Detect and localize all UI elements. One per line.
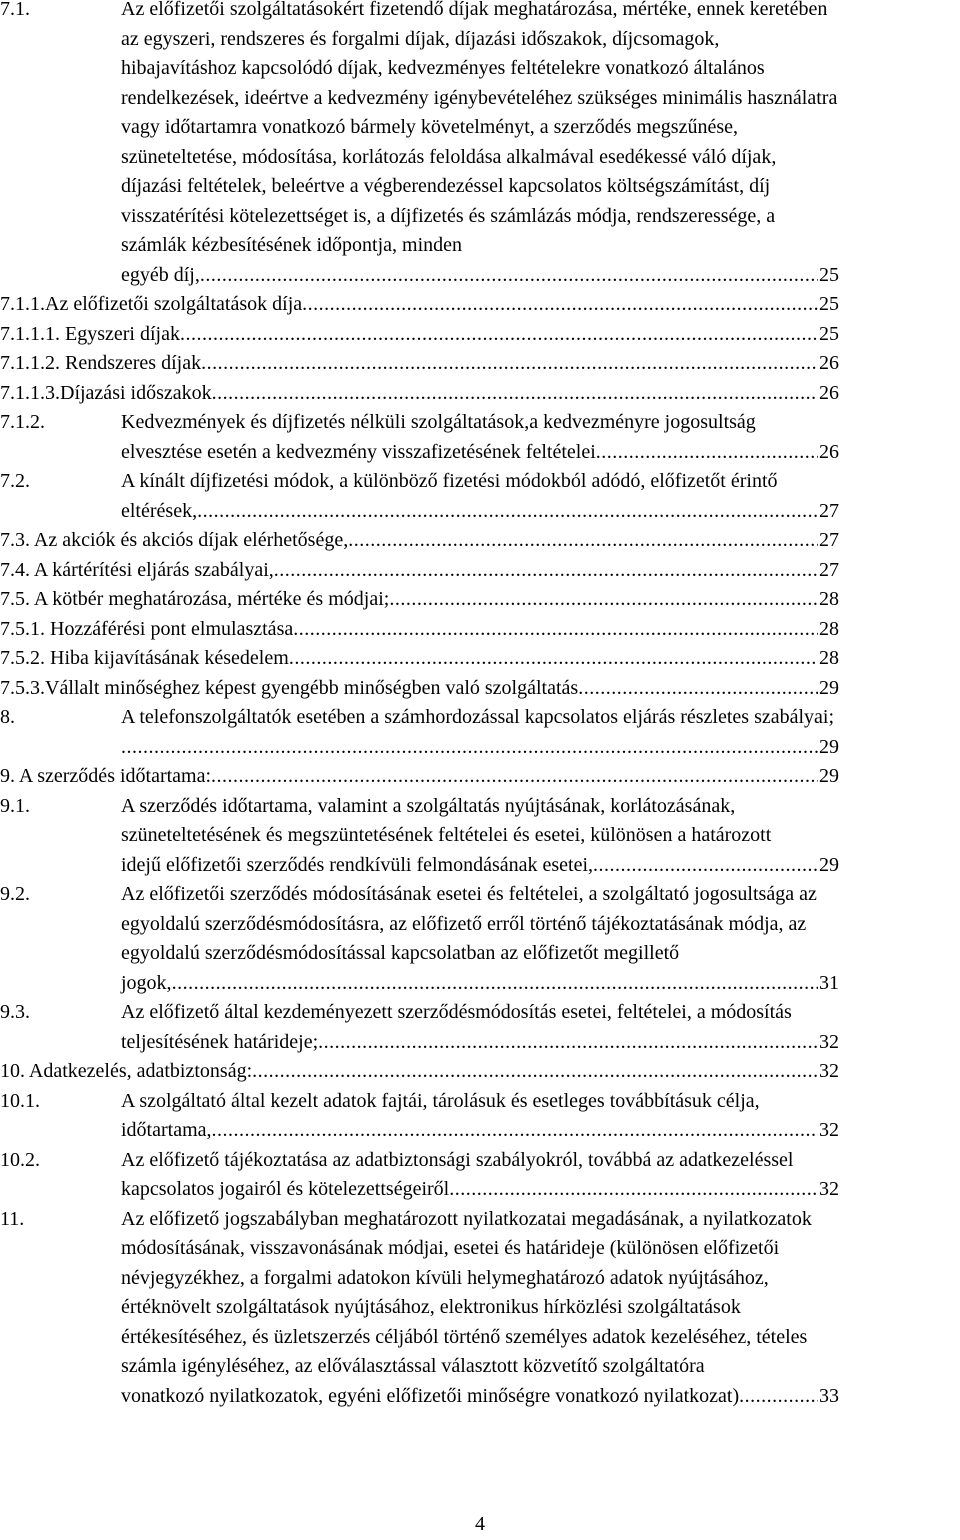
- dot-leader: [318, 1028, 818, 1058]
- toc-entry-title: Az előfizető tájékoztatása az adatbiztonsági szabályokról, továbbá az adatkezeléssel: [121, 1148, 794, 1171]
- toc-entry-title-end: eltérések,: [121, 499, 198, 522]
- toc-entry-title: 7.3. Az akciók és akciós díjak elérhetősége,: [0, 529, 349, 551]
- dot-leader: [172, 969, 818, 999]
- dot-leader: [197, 497, 818, 527]
- toc-entry[interactable]: [0, 1057, 960, 1087]
- toc-entry-title: 7.1.1.2. Rendszeres díjak: [0, 352, 202, 374]
- toc-entry[interactable]: [0, 290, 960, 320]
- toc-entry-page: 25: [819, 322, 839, 345]
- toc-entry-number: 10.1.: [0, 1089, 40, 1112]
- toc-entry-page: 32: [819, 1060, 839, 1082]
- toc-entry-title: 9. A szerződés időtartama:: [0, 765, 212, 787]
- toc-entry-title: 7.1.1.3.Díjazási időszakok: [0, 381, 212, 404]
- dot-leader: [274, 556, 818, 586]
- dot-leader: [578, 674, 818, 704]
- toc-entry-page: 28: [819, 588, 839, 610]
- toc-entry-page: 25: [819, 263, 839, 286]
- toc-entry[interactable]: [0, 556, 960, 586]
- toc-entry[interactable]: [0, 880, 960, 998]
- toc-entry-title-end: teljesítésének határideje;: [121, 1030, 319, 1053]
- dot-leader: [596, 438, 818, 468]
- toc-entry-page: 33: [819, 1384, 839, 1407]
- dot-leader: [348, 526, 818, 556]
- toc-entry-page: 32: [819, 1030, 839, 1053]
- toc-entry[interactable]: [0, 615, 960, 645]
- toc-entry-title: 10. Adatkezelés, adatbiztonság:: [0, 1060, 253, 1082]
- dot-leader: [212, 379, 818, 409]
- toc-entry-title: A szolgáltató által kezelt adatok fajtái, tárolásuk és esetleges továbbításuk célja,: [121, 1089, 760, 1112]
- dot-leader: [302, 290, 818, 320]
- toc-entry-title: Az előfizetői szerződés módosításának esetei és feltételei, a szolgáltató jogosultsága az egyoldalú szerződésmódosításra, az előfizető erről történő tájékoztatásának módja, az egyoldalú szerződésmódosítással kapcsolatban az előfizetőt megillető: [121, 883, 817, 964]
- toc-entry[interactable]: [0, 585, 960, 615]
- toc-entry[interactable]: [0, 408, 960, 467]
- toc-entry-title: 7.1.1.1. Egyszeri díjak: [0, 322, 180, 345]
- toc-entry[interactable]: [0, 674, 960, 704]
- toc-entry[interactable]: [0, 1205, 960, 1412]
- toc-entry-title: 7.1.1.Az előfizetői szolgáltatások díja: [0, 293, 303, 315]
- dot-leader: [212, 1116, 818, 1146]
- toc-entry-page: 27: [819, 529, 839, 551]
- toc-entry[interactable]: [0, 1087, 960, 1146]
- toc-entry-title-end: egyéb díj,: [121, 263, 200, 286]
- toc-entry-title-end: időtartama,: [121, 1119, 212, 1141]
- toc-entry[interactable]: [0, 703, 960, 762]
- toc-entry-page: 28: [819, 617, 839, 640]
- dot-leader: [389, 585, 818, 615]
- toc-entry-number: 11.: [0, 1207, 25, 1230]
- toc-entry-page: 26: [819, 381, 839, 404]
- toc-entry-title: 7.5.2. Hiba kijavításának késedelem: [0, 647, 289, 669]
- dot-leader: [293, 615, 818, 645]
- toc-entry-number: 9.3.: [0, 1001, 30, 1023]
- toc-entry-page: 29: [819, 735, 839, 758]
- toc-entry-page: 29: [819, 765, 839, 787]
- dot-leader: [201, 349, 818, 379]
- page-number: 4: [475, 1513, 485, 1535]
- toc-entry-page: 32: [819, 1119, 839, 1141]
- dot-leader: [289, 644, 818, 674]
- toc-entry-number: 9.2.: [0, 883, 30, 905]
- toc-entry-title-end: vonatkozó nyilatkozatok, egyéni előfizetői minőségre vonatkozó nyilatkozat): [121, 1384, 740, 1407]
- toc-entry-page: 26: [819, 352, 839, 374]
- toc-entry-number: 10.2.: [0, 1148, 40, 1171]
- toc-entry-title-end: elvesztése esetén a kedvezmény visszafizetésének feltételei: [121, 440, 596, 463]
- dot-leader: [211, 762, 818, 792]
- toc-entry[interactable]: [0, 379, 960, 409]
- toc-entry-title: Kedvezmények és díjfizetés nélküli szolgáltatások,a kedvezményre jogosultság: [121, 411, 756, 433]
- toc-entry-title-end: kapcsolatos jogairól és kötelezettségeiről: [121, 1178, 450, 1200]
- toc-entry-title: Az előfizető jogszabályban meghatározott nyilatkozatai megadásának, a nyilatkozatok módosításának, visszavonásának módjai, esetei és határideje (különösen előfizetői névjegyzékhez, a forgalmi adatokon kívüli helymeghatározó adatok nyújtásához, értéknövelt szolgáltatások nyújtásához, elektronikus hírközlési szolgáltatások értékesítéséhez, és üzletszerzés céljából történő személyes adatok kezeléséhez, tételes számla igényléséhez, az előválasztással választott közvetítő szolgáltatóra: [121, 1207, 812, 1377]
- toc-entry-title: A telefonszolgáltatók esetében a számhordozással kapcsolatos eljárás részletes szabályai;: [121, 706, 835, 728]
- dot-leader: [121, 733, 818, 763]
- toc-entry-page: 29: [819, 853, 839, 876]
- toc-entry[interactable]: [0, 792, 960, 881]
- toc-entry[interactable]: [0, 0, 960, 290]
- toc-entry[interactable]: [0, 762, 960, 792]
- toc-entry[interactable]: [0, 349, 960, 379]
- toc-entry-title-end: idejű előfizetői szerződés rendkívüli felmondásának esetei,: [121, 853, 594, 876]
- toc-entry-number: 8.: [0, 706, 15, 728]
- toc-entry-number: 7.2.: [0, 470, 30, 492]
- dot-leader: [593, 851, 818, 881]
- toc-entry-number: 7.1.: [0, 0, 30, 20]
- toc-entry-title-end: jogok,: [121, 971, 172, 994]
- toc-entry-title: 7.5.1. Hozzáférési pont elmulasztása: [0, 617, 294, 640]
- toc-entry[interactable]: [0, 467, 960, 526]
- toc-entry-number: 9.1.: [0, 794, 30, 817]
- toc-entry[interactable]: [0, 998, 960, 1057]
- toc-entry[interactable]: [0, 644, 960, 674]
- dot-leader: [449, 1175, 818, 1205]
- toc-entry-title: 7.4. A kártérítési eljárás szabályai,: [0, 558, 274, 581]
- toc-entry-number: 7.1.2.: [0, 411, 45, 433]
- toc-entry-page: 31: [819, 971, 839, 994]
- toc-entry-page: 27: [819, 558, 839, 581]
- dot-leader: [180, 320, 818, 350]
- toc-entry-title: 7.5.3.Vállalt minőséghez képest gyengébb minőségben való szolgáltatás: [0, 676, 579, 699]
- toc-entry-title: A szerződés időtartama, valamint a szolgáltatás nyújtásának, korlátozásának, szüneteltetésének és megszüntetésének feltételei és esetei, különösen a határozott: [121, 794, 772, 846]
- toc-entry[interactable]: [0, 320, 960, 350]
- toc-entry[interactable]: [0, 1146, 960, 1205]
- toc-entry-page: 32: [819, 1178, 839, 1200]
- toc-entry-title: Az előfizetői szolgáltatásokért fizetendő díjak meghatározása, mértéke, ennek keretében az egyszeri, rendszeres és forgalmi díjak, díjazási időszakok, díjcsomagok, hibajavításhoz kapcsolódó díjak, kedvezményes feltételekre vonatkozó általános rendelkezések, ideértve a kedvezmény igénybevételéhez szükséges minimális használatra vagy időtartamra vonatkozó bármely követelményt, a szerződés megszűnése, szüneteltetése, módosítása, korlátozás feloldása alkalmával esedékessé váló díjak, díjazási feltételek, beleértve a végberendezéssel kapcsolatos költségszámítást, díj visszatérítési kötelezettséget is, a díjfizetés és számlázás módja, rendszeressége, a számlák kézbesítésének időpontja, minden: [121, 0, 838, 256]
- toc-entry-title: A kínált díjfizetési módok, a különböző fizetési módokból adódó, előfizetőt érintő: [121, 470, 778, 492]
- toc-entry[interactable]: [0, 526, 960, 556]
- toc-entry-title: Az előfizető által kezdeményezett szerződésmódosítás esetei, feltételei, a módosítás: [121, 1001, 792, 1023]
- toc-entry-page: 29: [819, 676, 839, 699]
- toc-entry-page: 26: [819, 440, 839, 463]
- dot-leader: [252, 1057, 818, 1087]
- dot-leader: [739, 1382, 818, 1412]
- toc-entry-page: 28: [819, 647, 839, 669]
- toc-entry-page: 27: [819, 499, 839, 522]
- dot-leader: [200, 261, 818, 291]
- toc-entry-page: 25: [819, 293, 839, 315]
- toc-entry-title: 7.5. A kötbér meghatározása, mértéke és módjai;: [0, 588, 390, 610]
